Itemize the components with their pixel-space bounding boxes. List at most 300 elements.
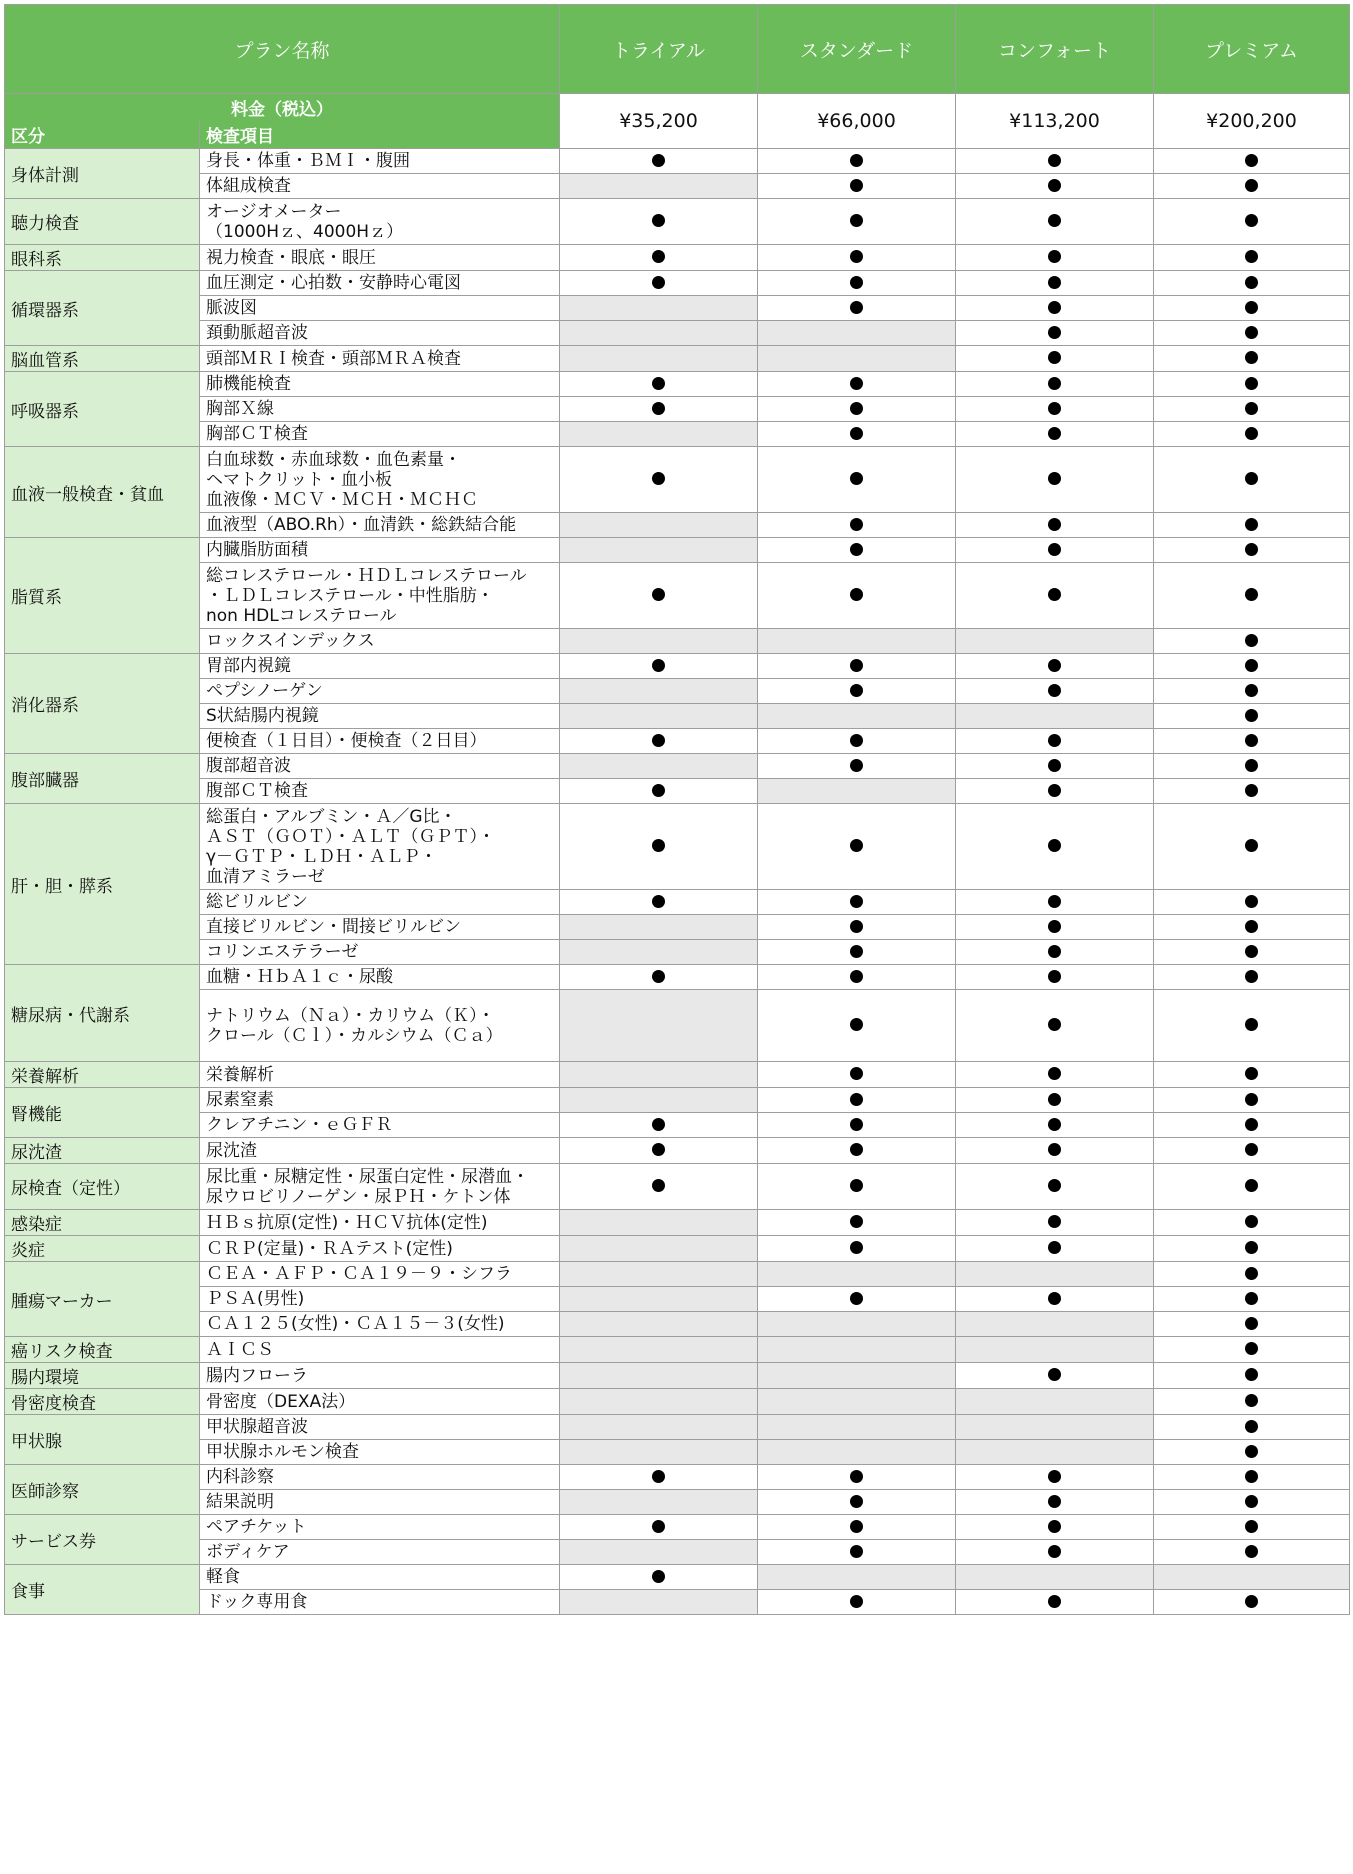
not-included-cell xyxy=(758,1565,956,1590)
included-dot-icon xyxy=(1245,179,1258,192)
included-dot-icon xyxy=(1245,543,1258,556)
not-included-cell xyxy=(956,704,1154,729)
included-cell xyxy=(956,1465,1154,1490)
included-dot-icon xyxy=(1245,1067,1258,1080)
table-row xyxy=(5,1164,1350,1210)
plan-header-row xyxy=(5,5,1350,94)
table-row xyxy=(5,990,1350,1062)
category-cell: 腫瘍マーカー xyxy=(5,1262,200,1337)
included-cell xyxy=(1154,890,1350,915)
item-cell: ＣＲＰ(定量)・ＲＡテスト(定性) xyxy=(200,1236,560,1262)
item-cell: 頚動脈超音波 xyxy=(200,321,560,346)
included-cell xyxy=(758,1515,956,1540)
included-cell xyxy=(758,679,956,704)
table-row xyxy=(5,804,1350,890)
included-cell xyxy=(1154,1590,1350,1615)
item-cell: 腸内フローラ xyxy=(200,1363,560,1389)
included-cell xyxy=(560,563,758,629)
category-cell: 肝・胆・膵系 xyxy=(5,804,200,965)
included-cell xyxy=(758,422,956,447)
included-cell xyxy=(560,447,758,513)
not-included-cell xyxy=(956,1440,1154,1465)
included-dot-icon xyxy=(850,427,863,440)
category-cell: 癌リスク検査 xyxy=(5,1337,200,1363)
table-row xyxy=(5,447,1350,513)
included-dot-icon xyxy=(1048,1520,1061,1533)
included-cell xyxy=(956,754,1154,779)
included-dot-icon xyxy=(1048,402,1061,415)
included-cell xyxy=(1154,729,1350,754)
included-dot-icon xyxy=(1048,588,1061,601)
item-cell: ＣＥＡ・ＡＦＰ・ＣＡ１９－９・シフラ xyxy=(200,1262,560,1287)
item-cell: 便検査（１日目）・便検査（２日目） xyxy=(200,729,560,754)
included-dot-icon xyxy=(1245,276,1258,289)
table-row xyxy=(5,563,1350,629)
not-included-cell xyxy=(758,1262,956,1287)
included-cell xyxy=(956,890,1154,915)
item-cell: 体組成検査 xyxy=(200,174,560,199)
not-included-cell xyxy=(560,704,758,729)
included-dot-icon xyxy=(1048,1545,1061,1558)
price-premium: ¥200,200 xyxy=(1154,94,1350,149)
table-row xyxy=(5,513,1350,538)
included-dot-icon xyxy=(1245,709,1258,722)
not-included-cell xyxy=(758,704,956,729)
included-cell xyxy=(1154,1540,1350,1565)
included-cell xyxy=(956,1490,1154,1515)
item-cell: S状結腸内視鏡 xyxy=(200,704,560,729)
included-dot-icon xyxy=(850,734,863,747)
not-included-cell xyxy=(758,1312,956,1337)
included-cell xyxy=(758,513,956,538)
included-dot-icon xyxy=(1245,1093,1258,1106)
included-dot-icon xyxy=(1245,920,1258,933)
included-cell xyxy=(956,563,1154,629)
not-included-cell xyxy=(560,1062,758,1088)
included-dot-icon xyxy=(652,1520,665,1533)
category-column-header: 区分 xyxy=(5,121,200,149)
table-row xyxy=(5,754,1350,779)
plan-name-label: プラン名称 xyxy=(5,5,560,94)
included-cell xyxy=(956,915,1154,940)
table-body xyxy=(5,149,1350,1615)
included-cell xyxy=(1154,563,1350,629)
included-dot-icon xyxy=(652,1570,665,1583)
included-cell xyxy=(758,1490,956,1515)
included-cell xyxy=(758,1210,956,1236)
table-row xyxy=(5,1540,1350,1565)
included-cell xyxy=(560,1164,758,1210)
category-cell: 血液一般検査・貧血 xyxy=(5,447,200,538)
included-cell xyxy=(1154,915,1350,940)
included-cell xyxy=(1154,965,1350,990)
included-dot-icon xyxy=(652,784,665,797)
included-dot-icon xyxy=(1245,634,1258,647)
included-dot-icon xyxy=(1245,214,1258,227)
included-cell xyxy=(956,729,1154,754)
included-cell xyxy=(758,538,956,563)
included-cell xyxy=(758,729,956,754)
table-row xyxy=(5,779,1350,804)
included-cell xyxy=(956,1515,1154,1540)
table-row xyxy=(5,321,1350,346)
table-row xyxy=(5,1440,1350,1465)
item-cell: 胸部Ｘ線 xyxy=(200,397,560,422)
included-dot-icon xyxy=(850,1292,863,1305)
plan-name-comfort: コンフォート xyxy=(956,5,1154,94)
included-dot-icon xyxy=(1245,1420,1258,1433)
table-row xyxy=(5,1138,1350,1164)
item-cell: 胸部ＣＴ検査 xyxy=(200,422,560,447)
included-cell xyxy=(1154,1287,1350,1312)
included-cell xyxy=(758,1236,956,1262)
included-cell xyxy=(1154,940,1350,965)
included-dot-icon xyxy=(652,734,665,747)
not-included-cell xyxy=(758,779,956,804)
included-cell xyxy=(560,397,758,422)
included-dot-icon xyxy=(850,1179,863,1192)
table-row xyxy=(5,372,1350,397)
table-row xyxy=(5,654,1350,679)
item-cell: ボディケア xyxy=(200,1540,560,1565)
category-cell: 尿沈渣 xyxy=(5,1138,200,1164)
included-cell xyxy=(956,271,1154,296)
included-dot-icon xyxy=(652,377,665,390)
table-row xyxy=(5,965,1350,990)
item-cell: 血糖・ＨｂＡ１ｃ・尿酸 xyxy=(200,965,560,990)
included-dot-icon xyxy=(850,179,863,192)
included-cell xyxy=(758,890,956,915)
included-dot-icon xyxy=(652,588,665,601)
included-cell xyxy=(1154,296,1350,321)
table-row xyxy=(5,1337,1350,1363)
table-row xyxy=(5,915,1350,940)
included-cell xyxy=(1154,447,1350,513)
included-cell xyxy=(758,1088,956,1113)
included-cell xyxy=(758,1113,956,1138)
included-dot-icon xyxy=(1245,1215,1258,1228)
plan-name-trial: トライアル xyxy=(560,5,758,94)
item-column-header: 検査項目 xyxy=(200,121,560,149)
item-cell: 胃部内視鏡 xyxy=(200,654,560,679)
item-cell: 身長・体重・ＢＭＩ・腹囲 xyxy=(200,149,560,174)
included-dot-icon xyxy=(850,839,863,852)
included-dot-icon xyxy=(1245,1317,1258,1330)
included-dot-icon xyxy=(652,659,665,672)
included-cell xyxy=(1154,679,1350,704)
included-cell xyxy=(758,990,956,1062)
included-dot-icon xyxy=(1245,1143,1258,1156)
included-dot-icon xyxy=(652,154,665,167)
included-cell xyxy=(956,1363,1154,1389)
not-included-cell xyxy=(560,1490,758,1515)
included-cell xyxy=(1154,1062,1350,1088)
included-dot-icon xyxy=(1245,684,1258,697)
included-cell xyxy=(1154,321,1350,346)
included-cell xyxy=(1154,804,1350,890)
included-dot-icon xyxy=(1245,1342,1258,1355)
included-cell xyxy=(956,654,1154,679)
category-cell: 身体計測 xyxy=(5,149,200,199)
not-included-cell xyxy=(956,1312,1154,1337)
table-row xyxy=(5,271,1350,296)
included-dot-icon xyxy=(850,1018,863,1031)
included-cell xyxy=(560,1515,758,1540)
included-dot-icon xyxy=(1048,326,1061,339)
included-dot-icon xyxy=(850,1215,863,1228)
included-cell xyxy=(560,729,758,754)
table-row xyxy=(5,629,1350,654)
not-included-cell xyxy=(560,422,758,447)
item-cell: 白血球数・赤血球数・血色素量・ ヘマトクリット・血小板 血液像・ＭＣＶ・ＭＣＨ・ＭＣＨＣ xyxy=(200,447,560,513)
table-row xyxy=(5,397,1350,422)
included-dot-icon xyxy=(1245,326,1258,339)
included-cell xyxy=(956,372,1154,397)
included-dot-icon xyxy=(1245,1241,1258,1254)
included-cell xyxy=(956,1210,1154,1236)
included-dot-icon xyxy=(1245,1267,1258,1280)
price-label: 料金（税込） xyxy=(5,94,560,122)
included-cell xyxy=(560,779,758,804)
item-cell: 尿沈渣 xyxy=(200,1138,560,1164)
included-dot-icon xyxy=(1245,659,1258,672)
included-cell xyxy=(956,1164,1154,1210)
included-dot-icon xyxy=(652,250,665,263)
included-dot-icon xyxy=(1245,1595,1258,1608)
item-cell: 視力検査・眼底・眼圧 xyxy=(200,245,560,271)
not-included-cell xyxy=(560,1440,758,1465)
included-dot-icon xyxy=(1048,1067,1061,1080)
category-cell: 脳血管系 xyxy=(5,346,200,372)
not-included-cell xyxy=(560,296,758,321)
included-dot-icon xyxy=(850,1470,863,1483)
table-row xyxy=(5,245,1350,271)
item-cell: 腹部ＣＴ検査 xyxy=(200,779,560,804)
included-dot-icon xyxy=(1245,759,1258,772)
included-dot-icon xyxy=(1245,1470,1258,1483)
included-dot-icon xyxy=(1245,734,1258,747)
table-row xyxy=(5,1389,1350,1415)
table-row xyxy=(5,1415,1350,1440)
category-cell: 循環器系 xyxy=(5,271,200,346)
item-cell: 血液型（ABO.Rh）・血清鉄・総鉄結合能 xyxy=(200,513,560,538)
included-dot-icon xyxy=(1245,1495,1258,1508)
included-dot-icon xyxy=(1048,839,1061,852)
category-cell: サービス券 xyxy=(5,1515,200,1565)
included-dot-icon xyxy=(1048,250,1061,263)
included-cell xyxy=(1154,1088,1350,1113)
included-cell xyxy=(560,271,758,296)
included-cell xyxy=(758,199,956,245)
included-dot-icon xyxy=(652,1179,665,1192)
included-dot-icon xyxy=(850,1143,863,1156)
included-dot-icon xyxy=(1245,472,1258,485)
item-cell: ＡＩＣＳ xyxy=(200,1337,560,1363)
included-cell xyxy=(1154,271,1350,296)
included-cell xyxy=(560,804,758,890)
included-dot-icon xyxy=(1048,1470,1061,1483)
included-cell xyxy=(1154,1236,1350,1262)
included-dot-icon xyxy=(1245,250,1258,263)
included-cell xyxy=(758,1287,956,1312)
included-dot-icon xyxy=(652,970,665,983)
not-included-cell xyxy=(560,1540,758,1565)
not-included-cell xyxy=(560,990,758,1062)
item-cell: 骨密度（DEXA法） xyxy=(200,1389,560,1415)
not-included-cell xyxy=(560,1088,758,1113)
included-dot-icon xyxy=(1048,1179,1061,1192)
included-dot-icon xyxy=(1048,895,1061,908)
not-included-cell xyxy=(956,1565,1154,1590)
included-dot-icon xyxy=(1048,684,1061,697)
included-cell xyxy=(956,346,1154,372)
table-row xyxy=(5,1515,1350,1540)
included-cell xyxy=(956,1236,1154,1262)
included-dot-icon xyxy=(850,543,863,556)
included-cell xyxy=(758,804,956,890)
included-dot-icon xyxy=(1048,1595,1061,1608)
table-row xyxy=(5,538,1350,563)
included-dot-icon xyxy=(1048,1368,1061,1381)
category-cell: 呼吸器系 xyxy=(5,372,200,447)
category-cell: 感染症 xyxy=(5,1210,200,1236)
included-dot-icon xyxy=(1048,734,1061,747)
category-cell: 医師診察 xyxy=(5,1465,200,1515)
included-cell xyxy=(1154,1138,1350,1164)
not-included-cell xyxy=(956,1262,1154,1287)
included-dot-icon xyxy=(652,895,665,908)
item-cell: 軽食 xyxy=(200,1565,560,1590)
included-cell xyxy=(1154,654,1350,679)
table-row xyxy=(5,890,1350,915)
item-cell: 総蛋白・アルブミン・Ａ／G比・ ＡＳＴ（ＧＯＴ）・ＡＬＴ（ＧＰＴ）・ γ－ＧＴＰ・ＬＤＨ・ＡＬＰ・ 血清アミラーゼ xyxy=(200,804,560,890)
included-cell xyxy=(758,654,956,679)
included-cell xyxy=(1154,149,1350,174)
category-cell: 食事 xyxy=(5,1565,200,1615)
item-cell: 甲状腺超音波 xyxy=(200,1415,560,1440)
included-dot-icon xyxy=(850,1520,863,1533)
included-dot-icon xyxy=(1048,1241,1061,1254)
included-cell xyxy=(956,779,1154,804)
included-cell xyxy=(956,990,1154,1062)
included-dot-icon xyxy=(1245,1520,1258,1533)
item-cell: 直接ビリルビン・間接ビリルビン xyxy=(200,915,560,940)
included-cell xyxy=(956,1062,1154,1088)
included-cell xyxy=(1154,174,1350,199)
table-row xyxy=(5,174,1350,199)
included-cell xyxy=(758,940,956,965)
included-dot-icon xyxy=(850,301,863,314)
category-cell: 炎症 xyxy=(5,1236,200,1262)
included-dot-icon xyxy=(652,472,665,485)
included-dot-icon xyxy=(652,276,665,289)
included-dot-icon xyxy=(850,1093,863,1106)
included-dot-icon xyxy=(850,377,863,390)
plan-name-premium: プレミアム xyxy=(1154,5,1350,94)
category-cell: 栄養解析 xyxy=(5,1062,200,1088)
not-included-cell xyxy=(560,915,758,940)
not-included-cell xyxy=(560,629,758,654)
table-row xyxy=(5,1287,1350,1312)
included-dot-icon xyxy=(1048,427,1061,440)
included-dot-icon xyxy=(1048,1143,1061,1156)
included-cell xyxy=(758,447,956,513)
included-dot-icon xyxy=(850,1067,863,1080)
item-cell: 内科診察 xyxy=(200,1465,560,1490)
price-label-row xyxy=(5,94,1350,122)
plan-name-standard: スタンダード xyxy=(758,5,956,94)
included-cell xyxy=(1154,397,1350,422)
included-cell xyxy=(956,513,1154,538)
not-included-cell xyxy=(758,1415,956,1440)
item-cell: 腹部超音波 xyxy=(200,754,560,779)
included-dot-icon xyxy=(652,1470,665,1483)
included-dot-icon xyxy=(652,1143,665,1156)
included-cell xyxy=(758,245,956,271)
included-dot-icon xyxy=(1245,301,1258,314)
included-cell xyxy=(560,654,758,679)
item-cell: 内臓脂肪面積 xyxy=(200,538,560,563)
included-cell xyxy=(758,271,956,296)
included-dot-icon xyxy=(1048,1018,1061,1031)
included-cell xyxy=(956,1113,1154,1138)
included-dot-icon xyxy=(1048,518,1061,531)
not-included-cell xyxy=(560,940,758,965)
included-cell xyxy=(758,174,956,199)
included-dot-icon xyxy=(1245,377,1258,390)
table-row xyxy=(5,296,1350,321)
not-included-cell xyxy=(560,513,758,538)
not-included-cell xyxy=(560,679,758,704)
included-dot-icon xyxy=(850,214,863,227)
not-included-cell xyxy=(758,1389,956,1415)
table-row xyxy=(5,1465,1350,1490)
included-cell xyxy=(560,372,758,397)
included-dot-icon xyxy=(1245,402,1258,415)
included-cell xyxy=(1154,1440,1350,1465)
table-row xyxy=(5,940,1350,965)
item-cell: クレアチニン・ｅＧＦＲ xyxy=(200,1113,560,1138)
included-cell xyxy=(1154,513,1350,538)
included-dot-icon xyxy=(1245,588,1258,601)
included-cell xyxy=(1154,1262,1350,1287)
included-dot-icon xyxy=(1245,1368,1258,1381)
included-dot-icon xyxy=(1048,154,1061,167)
included-dot-icon xyxy=(1048,472,1061,485)
table-row xyxy=(5,1113,1350,1138)
not-included-cell xyxy=(956,1415,1154,1440)
included-cell xyxy=(758,397,956,422)
included-dot-icon xyxy=(1048,301,1061,314)
included-cell xyxy=(956,1287,1154,1312)
included-dot-icon xyxy=(1048,1215,1061,1228)
category-cell: 腸内環境 xyxy=(5,1363,200,1389)
not-included-cell xyxy=(560,1337,758,1363)
included-dot-icon xyxy=(1048,179,1061,192)
not-included-cell xyxy=(758,1363,956,1389)
item-cell: 肺機能検査 xyxy=(200,372,560,397)
included-dot-icon xyxy=(850,472,863,485)
plan-comparison-table xyxy=(4,4,1350,1615)
table-row xyxy=(5,1262,1350,1287)
included-cell xyxy=(1154,245,1350,271)
table-row xyxy=(5,149,1350,174)
included-cell xyxy=(1154,1337,1350,1363)
included-dot-icon xyxy=(652,214,665,227)
included-dot-icon xyxy=(1245,1394,1258,1407)
table-row xyxy=(5,199,1350,245)
included-dot-icon xyxy=(1048,1093,1061,1106)
